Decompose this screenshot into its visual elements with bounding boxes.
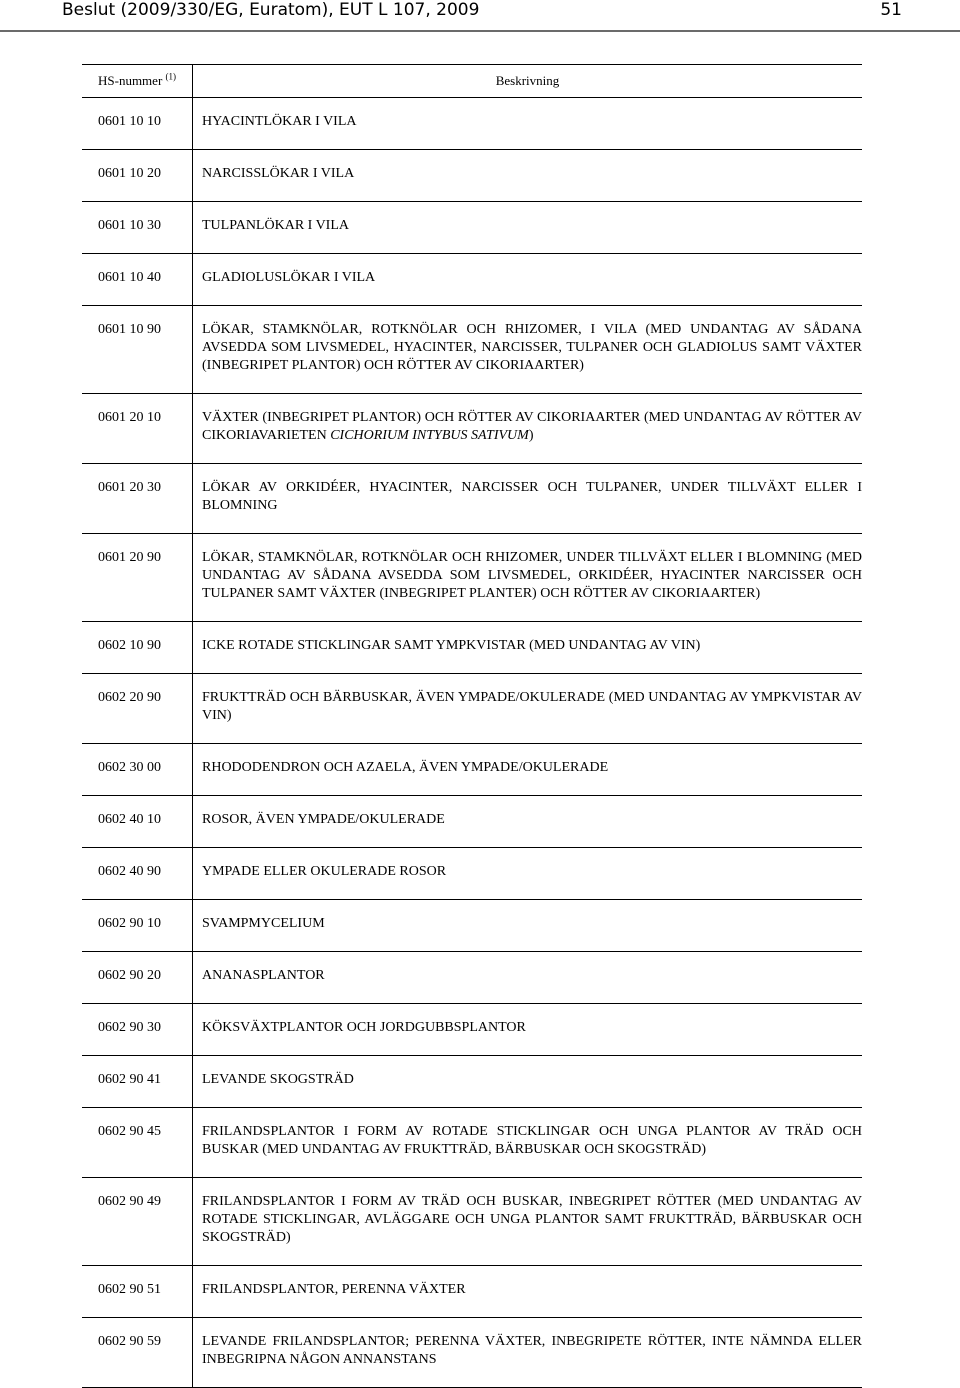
table-row — [82, 1108, 862, 1178]
hs-code-cell: 0602 20 90 — [82, 674, 193, 743]
description-cell — [193, 1178, 862, 1265]
hs-code-cell: 0602 90 10 — [82, 900, 193, 951]
description-text: LEVANDE SKOGSTRÄD — [202, 1072, 354, 1087]
footnote-marker: (1) — [165, 71, 177, 82]
hs-code-cell: 0601 10 20 — [82, 150, 193, 201]
table-row — [82, 464, 862, 534]
table-row — [82, 1266, 862, 1318]
table-row — [82, 952, 862, 1004]
table-row — [82, 744, 862, 796]
table-row — [82, 674, 862, 744]
hs-code-cell: 0602 90 30 — [82, 1004, 193, 1055]
hs-code-cell: 0601 20 10 — [82, 394, 193, 463]
description-cell — [193, 98, 862, 149]
table-row — [82, 796, 862, 848]
hs-code-cell: 0602 10 90 — [82, 622, 193, 673]
hs-code-cell: 0602 90 41 — [82, 1056, 193, 1107]
table-row — [82, 306, 862, 394]
description-text: VÄXTER (INBEGRIPET PLANTOR) OCH RÖTTER AV CIKORIAARTER (MED UNDANTAG AV RÖTTER AV CIKORIAVARIETEN — [202, 410, 862, 443]
description-text: GLADIOLUSLÖKAR I VILA — [202, 270, 376, 285]
description-cell — [193, 1056, 862, 1107]
table-row — [82, 1318, 862, 1388]
table-row — [82, 1004, 862, 1056]
description-cell — [193, 254, 862, 305]
description-text: LÖKAR, STAMKNÖLAR, ROTKNÖLAR OCH RHIZOMER, I VILA (MED UNDANTAG AV SÅDANA AVSEDDA SOM LIVSMEDEL, HYACINTER, NARCISSER, TULPANER OCH GLADIOLUS SAMT VÄXTER (INBEGRIPET PLANTOR) OCH RÖTTER AV CIKORIAARTER) — [202, 322, 862, 373]
description-text: FRILANDSPLANTOR, PERENNA VÄXTER — [202, 1282, 466, 1297]
hs-code-cell: 0602 30 00 — [82, 744, 193, 795]
description-cell — [193, 622, 862, 673]
hs-code-cell: 0601 10 90 — [82, 306, 193, 393]
description-cell — [193, 674, 862, 743]
description-cell — [193, 744, 862, 795]
hs-code-cell: 0602 90 20 — [82, 952, 193, 1003]
description-tail: ) — [528, 428, 534, 443]
description-text: KÖKSVÄXTPLANTOR OCH JORDGUBBSPLANTOR — [202, 1020, 526, 1035]
hs-code-cell: 0602 90 59 — [82, 1318, 193, 1387]
column-header-description: Beskrivning — [495, 73, 560, 88]
hs-code-cell: 0601 10 30 — [82, 202, 193, 253]
description-text: LÖKAR AV ORKIDÉER, HYACINTER, NARCISSER OCH TULPANER, UNDER TILLVÄXT ELLER I BLOMNING — [202, 480, 862, 513]
hs-code-cell: 0602 40 10 — [82, 796, 193, 847]
column-header-code — [82, 65, 193, 97]
description-cell — [193, 900, 862, 951]
description-cell — [193, 394, 862, 463]
description-cell — [193, 464, 862, 533]
table-row — [82, 98, 862, 150]
description-cell — [193, 952, 862, 1003]
hs-code-cell: 0601 20 90 — [82, 534, 193, 621]
hs-code-cell: 0601 10 10 — [82, 98, 193, 149]
table-row — [82, 622, 862, 674]
description-text: FRUKTTRÄD OCH BÄRBUSKAR, ÄVEN YMPADE/OKULERADE (MED UNDANTAG AV YMPKVISTAR AV VIN) — [202, 690, 862, 723]
description-cell — [193, 1318, 862, 1387]
description-text: FRILANDSPLANTOR I FORM AV ROTADE STICKLINGAR OCH UNGA PLANTOR AV TRÄD OCH BUSKAR (MED UNDANTAG AV FRUKTTRÄD, BÄRBUSKAR OCH SKOGSTRÄD) — [202, 1124, 862, 1157]
description-text: ROSOR, ÄVEN YMPADE/OKULERADE — [202, 812, 445, 827]
hs-code-cell: 0602 90 51 — [82, 1266, 193, 1317]
description-cell — [193, 202, 862, 253]
table-row — [82, 1178, 862, 1266]
description-text: RHODODENDRON OCH AZAELA, ÄVEN YMPADE/OKULERADE — [202, 760, 609, 775]
description-cell — [193, 848, 862, 899]
description-cell — [193, 1266, 862, 1317]
species-name: CICHORIUM INTYBUS SATIVUM — [330, 428, 529, 443]
description-cell — [193, 796, 862, 847]
description-text: HYACINTLÖKAR I VILA — [202, 114, 357, 129]
table-header-row — [82, 65, 862, 98]
hs-code-cell: 0601 10 40 — [82, 254, 193, 305]
description-text: NARCISSLÖKAR I VILA — [202, 166, 355, 181]
table-row — [82, 394, 862, 464]
page-number: 51 — [880, 0, 902, 20]
description-cell — [193, 1004, 862, 1055]
header-divider — [0, 30, 960, 32]
table-row — [82, 202, 862, 254]
description-text: ICKE ROTADE STICKLINGAR SAMT YMPKVISTAR (MED UNDANTAG AV VIN) — [202, 638, 701, 653]
hs-code-cell: 0601 20 30 — [82, 464, 193, 533]
description-text: ANANASPLANTOR — [202, 968, 325, 983]
column-header-code-label: HS-nummer — [98, 73, 163, 88]
document-title: Beslut (2009/330/EG, Euratom), EUT L 107, 2009 — [62, 0, 480, 20]
table-row — [82, 900, 862, 952]
description-text: YMPADE ELLER OKULERADE ROSOR — [202, 864, 447, 879]
hs-code-cell: 0602 90 49 — [82, 1178, 193, 1265]
table-row — [82, 1056, 862, 1108]
table-row — [82, 254, 862, 306]
description-text: LEVANDE FRILANDSPLANTOR; PERENNA VÄXTER, INBEGRIPETE RÖTTER, INTE NÄMNDA ELLER INBEGRIPNA NÅGON ANNANSTANS — [202, 1334, 862, 1367]
hs-code-cell: 0602 40 90 — [82, 848, 193, 899]
description-text: LÖKAR, STAMKNÖLAR, ROTKNÖLAR OCH RHIZOMER, UNDER TILLVÄXT ELLER I BLOMNING (MED UNDANTAG AV SÅDANA AVSEDDA SOM LIVSMEDEL, ORKIDÉER, HYACINTER NARCISSER OCH TULPANER SAMT VÄXTER (INBEGRIPET PLANTER) OCH RÖTTER AV CIKORIAARTER) — [202, 550, 862, 601]
description-text: TULPANLÖKAR I VILA — [202, 218, 349, 233]
table-row — [82, 534, 862, 622]
table-row — [82, 150, 862, 202]
page-header — [0, 0, 960, 32]
description-text: SVAMPMYCELIUM — [202, 916, 325, 931]
hs-code-cell: 0602 90 45 — [82, 1108, 193, 1177]
description-cell — [193, 306, 862, 393]
description-cell — [193, 534, 862, 621]
table-row — [82, 848, 862, 900]
description-cell — [193, 1108, 862, 1177]
description-cell — [193, 150, 862, 201]
description-text: FRILANDSPLANTOR I FORM AV TRÄD OCH BUSKAR, INBEGRIPET RÖTTER (MED UNDANTAG AV ROTADE STICKLINGAR, AVLÄGGARE OCH UNGA PLANTOR SAMT FRUKTTRÄD, BÄRBUSKAR OCH SKOGSTRÄD) — [202, 1194, 862, 1245]
hs-code-table — [82, 64, 862, 1388]
